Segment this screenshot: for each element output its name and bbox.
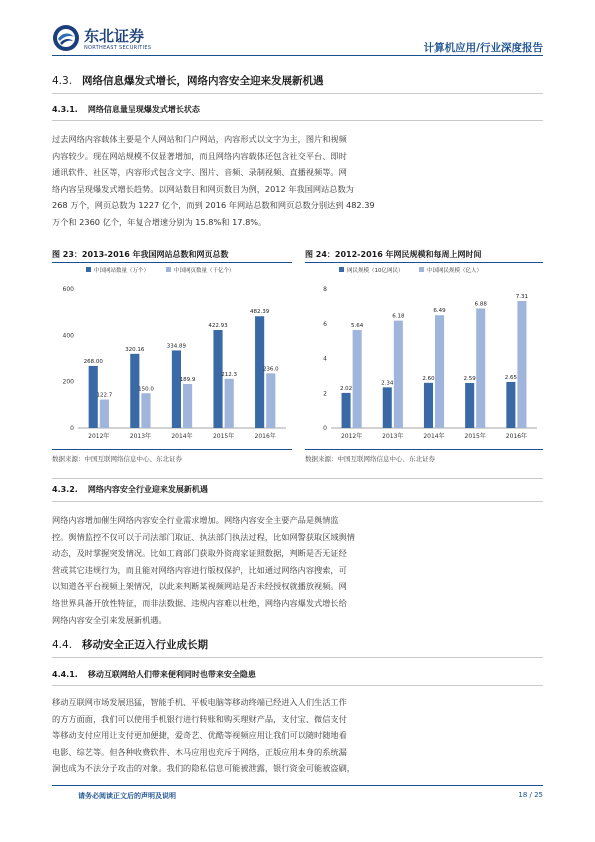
y-tick-label: 200 <box>62 378 74 386</box>
paragraph-line: 以知道各平台视频上架情况，以此来判断某视频网站是否未经授权就播放视频。网 <box>52 581 347 592</box>
page-number: 18 / 25 <box>518 791 543 799</box>
y-tick-label: 0 <box>70 425 74 432</box>
section-number: 4.3.2. <box>52 485 78 494</box>
y-tick-label: 400 <box>62 332 74 340</box>
section-4-3-heading <box>52 73 324 88</box>
data-label: 236.0 <box>262 366 279 373</box>
paragraph-mobile-security <box>52 694 543 777</box>
paragraph-web-growth <box>52 131 543 231</box>
legend-swatch <box>339 267 344 272</box>
y-tick-label: 4 <box>323 355 327 363</box>
paragraph-line: 络内容呈现爆发式增长趋势。以网站数目和网页数目为例，2012 年我国网站总数为 <box>52 183 354 194</box>
bar-series-1 <box>342 393 351 428</box>
bar-series-1 <box>465 383 474 428</box>
section-title: 移动安全正迈入行业成长期 <box>82 639 209 651</box>
bar-series-2 <box>435 315 444 428</box>
x-tick-label: 2016年 <box>254 433 276 440</box>
y-tick-label: 0 <box>323 425 327 432</box>
paragraph-line: 洞也成为不法分子攻击的对象。我们的隐私信息可能被泄露，银行资金可能被盗刷， <box>52 763 355 774</box>
figure-24-chart <box>305 263 543 448</box>
data-label: 150.0 <box>138 386 154 393</box>
x-tick-label: 2015年 <box>464 433 486 440</box>
page-header <box>0 0 595 60</box>
data-label: 2.59 <box>463 375 476 382</box>
paragraph-line: 通讯软件、社区等，内容形式包含文字、图片、音频、录制视频、直播视频等。网 <box>52 167 347 178</box>
paragraph-line: 络世界具备开放性特征，而非法数据、违规内容难以杜绝，网络内容爆发式增长给 <box>52 597 347 608</box>
section-title: 移动互联网给人们带来便利同时也带来安全隐患 <box>87 670 256 679</box>
section-divider <box>52 478 543 479</box>
bar-series-1 <box>213 330 222 428</box>
section-title: 网络信息量呈现爆发式增长状态 <box>87 105 200 114</box>
legend-label: 中国网页数量（千亿个） <box>174 268 235 274</box>
y-tick-label: 6 <box>323 320 327 328</box>
section-divider <box>52 685 543 686</box>
figure-24-bottom-divider <box>305 449 543 450</box>
legend-label: 中国网民规模（亿人） <box>427 268 483 274</box>
legend-label: 网民规模（10亿网民） <box>347 268 404 274</box>
bar-series-1 <box>383 387 392 428</box>
y-tick-label: 8 <box>323 286 327 293</box>
figure-23-source: 数据来源：中国互联网络信息中心、东北证券 <box>52 455 182 463</box>
data-label: 2.60 <box>422 375 435 382</box>
legend-swatch <box>86 267 91 272</box>
paragraph-line: 控。舆情监控不仅可以于司法部门取证、执法部门执法过程，比如网警获取区域舆情 <box>52 531 355 542</box>
paragraph-line: 等移动支付应用让支付更加便捷，爱奇艺、优酷等视频应用让我们可以随时随地看 <box>52 730 347 741</box>
section-divider <box>52 120 543 121</box>
logo-text-en: NORTHEAST SECURITIES <box>84 45 152 51</box>
figure-23-chart <box>52 263 292 448</box>
data-label: 122.7 <box>96 392 113 399</box>
section-number: 4.4.1. <box>52 670 78 679</box>
data-label: 2.34 <box>381 380 394 387</box>
paragraph-line: 动态，及时掌握突发情况。比如工商部门获取外资商家证照数据，判断是否无证经 <box>52 548 347 559</box>
bar-series-2 <box>353 330 362 428</box>
paragraph-line: 移动互联网市场发展迅猛，智能手机、平板电脑等移动终端已经进入人们生活工作 <box>52 697 347 707</box>
paragraph-line: 内容较少。现在网站规模不仅显著增加，而且网络内容载体还包含社交平台、即时 <box>52 150 347 161</box>
section-title: 网络内容安全行业迎来发展新机遇 <box>87 485 208 494</box>
paragraph-line: 网络内容增加催生网络内容安全行业需求增加。网络内容安全主要产品是舆情监 <box>52 515 339 525</box>
bar-series-1 <box>424 383 433 428</box>
bar-series-2 <box>517 301 526 428</box>
section-divider <box>52 657 543 658</box>
section-number: 4.3. <box>52 75 73 87</box>
footer-divider <box>52 785 543 786</box>
data-label: 5.64 <box>351 323 364 330</box>
x-tick-label: 2012年 <box>340 433 363 440</box>
paragraph-line: 营或其它违规行为，而且能对网络内容进行版权保护，比如通过网络内容搜索，可 <box>52 564 347 575</box>
data-label: 334.89 <box>166 343 187 350</box>
bar-series-1 <box>172 350 181 428</box>
bar-series-2 <box>100 400 109 428</box>
x-tick-label: 2016年 <box>505 433 528 440</box>
section-4-4-heading <box>52 637 208 652</box>
header-divider <box>52 55 543 56</box>
legend-swatch <box>419 267 424 272</box>
legend-swatch <box>166 267 171 272</box>
x-tick-label: 2013年 <box>382 433 404 440</box>
logo-text-cn: 东北证券 <box>84 27 145 45</box>
bar-series-2 <box>141 393 150 428</box>
data-label: 482.39 <box>249 309 270 316</box>
figure-23-bottom-divider <box>52 449 292 450</box>
paragraph-line: 网络内容安全引来发展新机遇。 <box>52 614 167 625</box>
paragraph-content-security <box>52 512 543 628</box>
section-4-3-2-heading <box>52 484 208 495</box>
section-divider <box>52 93 543 94</box>
bar-series-2 <box>225 379 234 428</box>
y-tick-label: 600 <box>62 286 74 293</box>
paragraph-line: 的方方面面，我们可以使用手机银行进行转账和购买理财产品，支付宝、微信支付 <box>52 713 347 724</box>
bar-series-2 <box>476 308 485 428</box>
figure-23-title: 图 23：2013-2016 年我国网站总数和网页总数 <box>52 250 229 259</box>
company-logo <box>52 24 152 56</box>
data-label: 268.00 <box>83 358 103 365</box>
data-label: 189.9 <box>179 377 196 384</box>
data-label: 6.18 <box>392 313 405 320</box>
section-4-3-1-heading <box>52 104 200 115</box>
data-label: 2.65 <box>504 374 517 381</box>
bar-series-2 <box>183 384 192 428</box>
section-4-4-1-heading <box>52 669 256 680</box>
y-tick-label: 2 <box>323 390 327 398</box>
paragraph-line: 268 万个，网页总数为 1227 亿个，而到 2016 年网站总数和网页总数分别达到 482.39 <box>52 200 375 211</box>
x-tick-label: 2014年 <box>171 433 193 440</box>
data-label: 212.3 <box>221 371 238 378</box>
data-label: 320.16 <box>125 346 145 353</box>
bar-series-2 <box>266 373 275 428</box>
x-tick-label: 2015年 <box>212 433 235 440</box>
x-tick-label: 2014年 <box>423 433 445 440</box>
data-label: 2.02 <box>339 385 353 392</box>
bar-series-1 <box>506 382 515 428</box>
figure-24-title: 图 24：2012-2016 年网民规模和每周上网时间 <box>305 250 482 259</box>
paragraph-line: 过去网络内容载体主要是个人网站和门户网站，内容形式以文字为主，图片和视频 <box>52 134 347 144</box>
section-number: 4.3.1. <box>52 105 78 114</box>
section-number: 4.4. <box>52 639 73 651</box>
paragraph-line: 电影、综艺等。但各种收费软件、木马应用也充斥于网络，正版应用本身的系统漏 <box>52 746 347 757</box>
legend-label: 中国网站数量（万个） <box>94 268 150 274</box>
logo-emblem-icon <box>52 24 80 52</box>
x-tick-label: 2012年 <box>88 433 110 440</box>
data-label: 7.31 <box>515 293 529 300</box>
paragraph-line: 万个和 2360 亿个，年复合增速分别为 15.8%和 17.8%。 <box>52 216 267 227</box>
section-title: 网络信息爆发式增长，网络内容安全迎来发展新机遇 <box>82 75 324 87</box>
data-label: 422.93 <box>208 323 228 330</box>
x-tick-label: 2013年 <box>129 433 152 440</box>
section-divider <box>52 501 543 502</box>
report-category-title: 计算机应用/行业深度报告 <box>423 42 543 54</box>
data-label: 6.49 <box>433 308 446 315</box>
footer-disclaimer: 请务必阅读正文后的声明及说明 <box>78 792 176 800</box>
figure-24-source: 数据来源：中国互联网络信息中心、东北证券 <box>305 455 435 463</box>
data-label: 6.88 <box>474 301 487 308</box>
bar-series-2 <box>394 321 403 428</box>
